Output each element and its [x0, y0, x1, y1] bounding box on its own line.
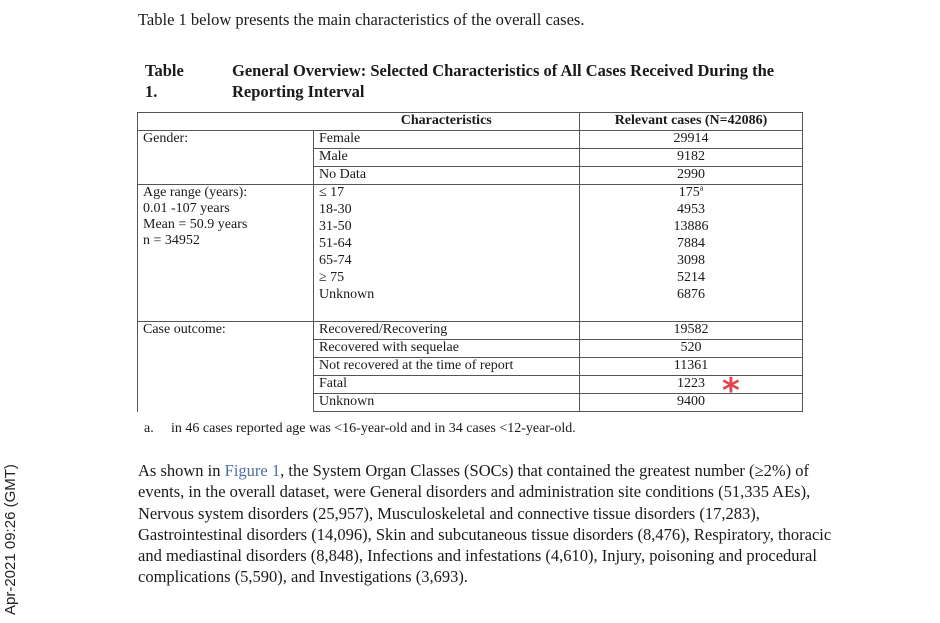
characteristic-cell: ≥ 75: [314, 270, 580, 287]
characteristic-cell: No Data: [314, 167, 580, 185]
intro-text: Table 1 below presents the main characteristics of the overall cases.: [138, 10, 585, 29]
footnote-text: in 46 cases reported age was <16-year-old and in 34 cases <12-year-old.: [171, 421, 576, 436]
value-cell: [580, 340, 803, 358]
value-cell: [580, 376, 803, 394]
characteristic-cell: Male: [314, 149, 580, 167]
value-text: 13886: [673, 219, 709, 234]
characteristic-cell: Recovered/Recovering: [314, 322, 580, 340]
value-text: 29914: [673, 131, 709, 146]
value-text: 520: [680, 340, 702, 355]
asterisk-annotation-icon: *: [722, 371, 740, 411]
characteristic-cell: Female: [314, 131, 580, 149]
value-text: 2990: [677, 167, 705, 182]
characteristic-cell: 18-30: [314, 202, 580, 219]
value-text: 9182: [677, 149, 705, 164]
timestamp-watermark: Apr-2021 09:26 (GMT): [2, 464, 19, 615]
characteristics-table: [137, 112, 803, 412]
header-blank: [138, 113, 314, 131]
value-text: 6876: [677, 287, 705, 302]
footnote-label: a.: [144, 421, 154, 436]
group-label-line: 0.01 -107 years: [143, 201, 230, 216]
characteristic-cell: Unknown: [314, 287, 580, 304]
value-cell: [580, 149, 803, 167]
value-text: 9400: [677, 394, 705, 409]
value-text: 11361: [673, 358, 709, 373]
empty-cell: [314, 304, 580, 322]
empty-cell: [580, 304, 803, 322]
value-cell: [580, 394, 803, 412]
table-title: General Overview: Selected Characteristics of All Cases Received During the Reporting Interval: [232, 61, 775, 101]
value-cell: [580, 358, 803, 376]
value-cell: [580, 322, 803, 340]
table-row: [138, 322, 803, 340]
group-label: [138, 131, 314, 185]
value-cell: [580, 253, 803, 270]
value-cell: [580, 202, 803, 219]
characteristic-cell: 51-64: [314, 236, 580, 253]
table-number: Table 1.: [145, 61, 184, 101]
characteristic-cell: 65-74: [314, 253, 580, 270]
value-cell: [580, 236, 803, 253]
value-cell: [580, 287, 803, 304]
table-footnote: [144, 421, 576, 437]
group-label-line: Age range (years):: [143, 185, 248, 200]
table-row: [138, 185, 803, 203]
group-label: [138, 185, 314, 322]
body-paragraph: [138, 460, 838, 588]
figure-link[interactable]: Figure 1: [224, 461, 281, 480]
table-header-row: [138, 113, 803, 131]
characteristic-cell: Recovered with sequelae: [314, 340, 580, 358]
value-text: 5214: [677, 270, 705, 285]
group-label-line: Gender:: [143, 131, 189, 146]
group-label-line: n = 34952: [143, 233, 200, 248]
value-text: 7884: [677, 236, 705, 251]
characteristic-cell: Fatal: [314, 376, 580, 394]
characteristic-cell: Not recovered at the time of report: [314, 358, 580, 376]
paragraph-text-rest: , the System Organ Classes (SOCs) that contained the greatest number (≥2%) of events, in the overall dataset, were General disorders and administration site conditions (51,335 AEs), Nervous system disorders (25,957), Musculoskeletal and connective tissue disorders (17,283), Gastrointestinal disorders (14,096), Skin and subcutaneous tissue disorders (8,476), Respiratory, thoracic and mediastinal disorders (8,848), Infections and infestations (4,610), Injury, poisoning and procedural complications (5,590), and Investigations (3,693).: [138, 461, 832, 587]
group-label: [138, 322, 314, 412]
value-cell: [580, 167, 803, 185]
header-relevant-cases: Relevant cases (N=42086): [580, 113, 803, 131]
value-text: 1223: [677, 376, 705, 391]
value-cell: [580, 219, 803, 236]
footnote-marker: a: [699, 183, 704, 193]
value-text: 175: [678, 185, 700, 200]
group-label-line: Mean = 50.9 years: [143, 217, 248, 232]
characteristic-cell: 31-50: [314, 219, 580, 236]
header-characteristics: Characteristics: [314, 113, 580, 131]
value-cell: [580, 131, 803, 149]
value-cell: [580, 270, 803, 287]
group-label-line: Case outcome:: [143, 322, 226, 337]
characteristic-cell: Unknown: [314, 394, 580, 412]
value-text: 4953: [677, 202, 705, 217]
paragraph-text-start: As shown in: [138, 461, 225, 480]
characteristic-cell: ≤ 17: [314, 185, 580, 203]
value-text: 3098: [677, 253, 705, 268]
table-row: [138, 131, 803, 149]
value-text: 19582: [673, 322, 709, 337]
value-cell: [580, 185, 803, 203]
